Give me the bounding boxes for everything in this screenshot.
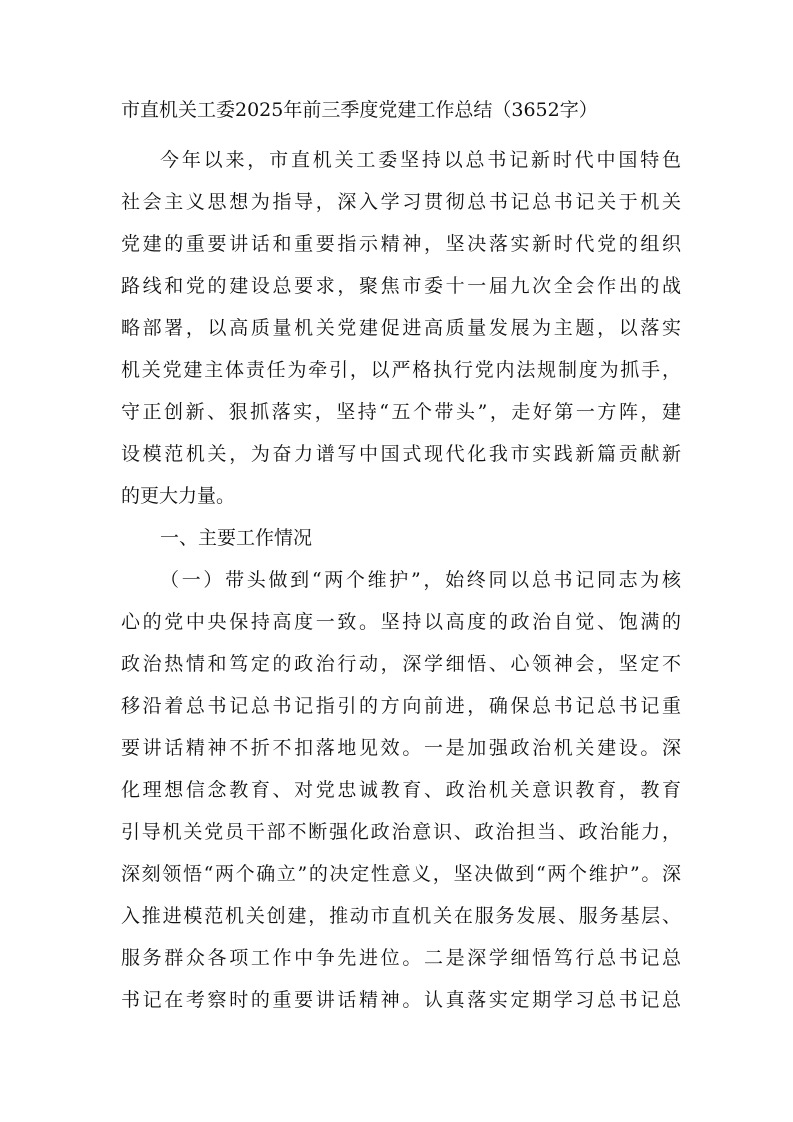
section-heading: 一、主要工作情况 bbox=[160, 527, 313, 549]
paragraph-line: 引导机关党员干部不断强化政治意识、政治担当、政治能力， bbox=[121, 821, 681, 843]
paragraph-line: 的更大力量。 bbox=[121, 485, 236, 507]
paragraph-line: 移沿着总书记总书记指引的方向前进，确保总书记总书记重 bbox=[121, 695, 681, 717]
paragraph-line: 服务群众各项工作中争先进位。二是深学细悟笃行总书记总 bbox=[121, 947, 681, 969]
paragraph-line: 深刻领悟“两个确立”的决定性意义，坚决做到“两个维护”。深 bbox=[121, 863, 681, 885]
paragraph-line: 略部署，以高质量机关党建促进高质量发展为主题，以落实 bbox=[121, 317, 681, 339]
document-title: 市直机关工委2025年前三季度党建工作总结（3652字） bbox=[121, 99, 598, 121]
paragraph-line: 机关党建主体责任为牵引，以严格执行党内法规制度为抓手， bbox=[121, 359, 681, 381]
paragraph-line: 政治热情和笃定的政治行动，深学细悟、心领神会，坚定不 bbox=[121, 653, 681, 675]
paragraph-line: 化理想信念教育、对党忠诚教育、政治机关意识教育，教育 bbox=[121, 779, 681, 801]
paragraph-line: 书记在考察时的重要讲话精神。认真落实定期学习总书记总 bbox=[121, 989, 681, 1011]
paragraph-line: （一）带头做到“两个维护”，始终同以总书记同志为核 bbox=[160, 569, 681, 591]
paragraph-line: 党建的重要讲话和重要指示精神，坚决落实新时代党的组织 bbox=[121, 233, 681, 255]
paragraph-line: 入推进模范机关创建，推动市直机关在服务发展、服务基层、 bbox=[121, 905, 681, 927]
paragraph-line: 要讲话精神不折不扣落地见效。一是加强政治机关建设。深 bbox=[121, 737, 681, 759]
paragraph-line: 今年以来，市直机关工委坚持以总书记新时代中国特色 bbox=[160, 149, 681, 171]
paragraph-line: 路线和党的建设总要求，聚焦市委十一届九次全会作出的战 bbox=[121, 275, 681, 297]
paragraph-line: 设模范机关，为奋力谱写中国式现代化我市实践新篇贡献新 bbox=[121, 443, 681, 465]
paragraph-line: 守正创新、狠抓落实，坚持“五个带头”，走好第一方阵，建 bbox=[121, 401, 681, 423]
paragraph-line: 社会主义思想为指导，深入学习贯彻总书记总书记关于机关 bbox=[121, 191, 681, 213]
paragraph-line: 心的党中央保持高度一致。坚持以高度的政治自觉、饱满的 bbox=[121, 611, 681, 633]
